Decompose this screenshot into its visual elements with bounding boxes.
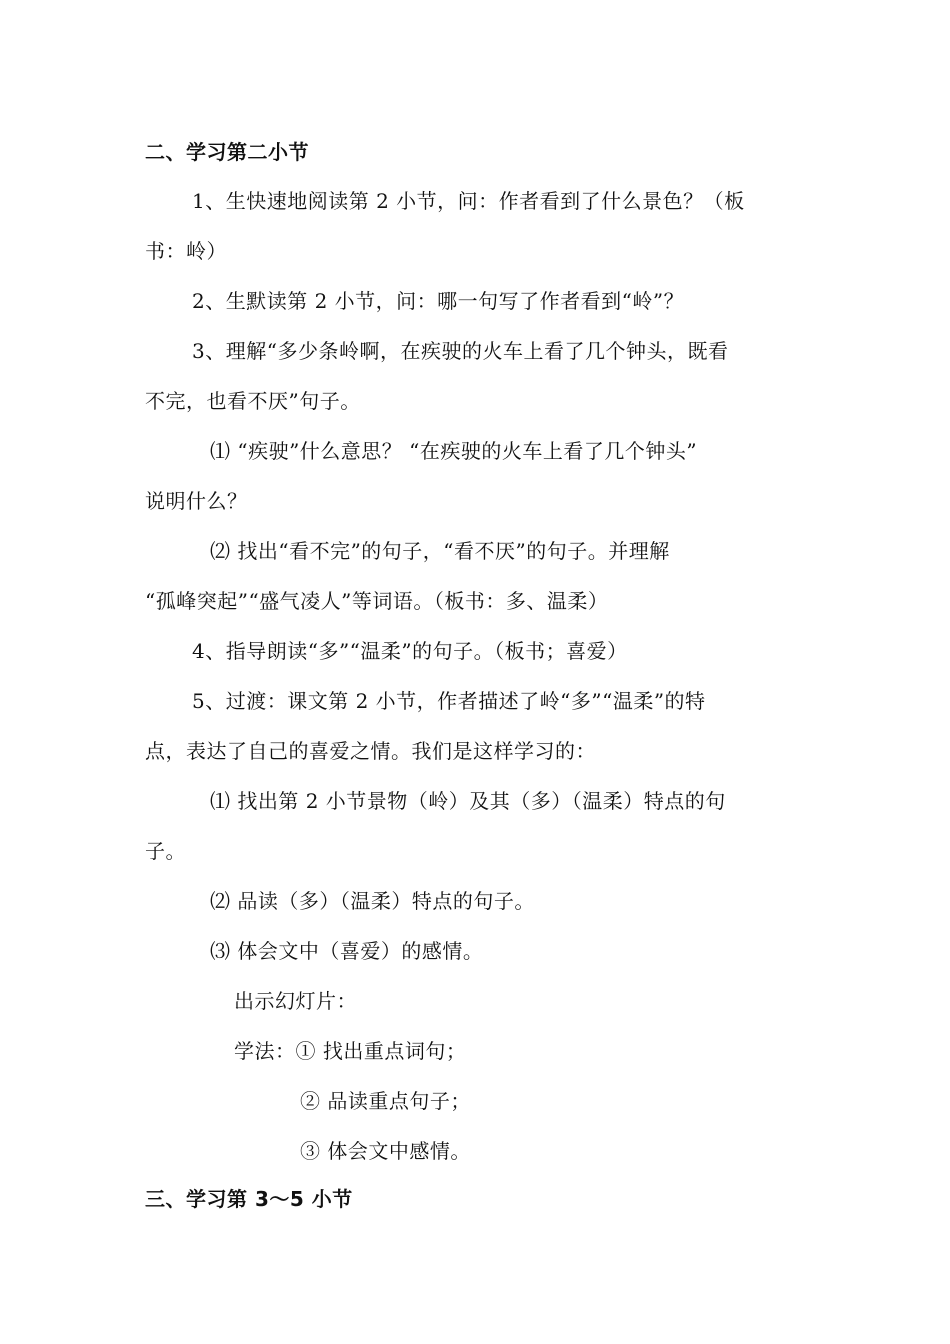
paragraph-line-7: 说明什么？ [145, 489, 248, 513]
section-heading-2: 二、学习第二小节 [145, 140, 309, 164]
paragraph-line-17: 出示幻灯片： [234, 989, 357, 1013]
paragraph-line-13: ⑴ 找出第 2 小节景物（岭）及其（多）（温柔）特点的句 [210, 789, 726, 813]
section-heading-3: 三、学习第 3～5 小节 [145, 1187, 353, 1211]
paragraph-line-11: 5、过渡：课文第 2 小节，作者描述了岭“多”“温柔”的特 [192, 689, 706, 713]
paragraph-line-1: 1、生快速地阅读第 2 小节，问：作者看到了什么景色？（板 [192, 189, 745, 213]
paragraph-line-20: ③ 体会文中感情。 [300, 1139, 471, 1163]
paragraph-line-8: ⑵ 找出“看不完”的句子，“看不厌”的句子。并理解 [210, 539, 670, 563]
paragraph-line-16: ⑶ 体会文中（喜爱）的感情。 [210, 939, 484, 963]
paragraph-line-9: “孤峰突起”“盛气凌人”等词语。（板书：多、温柔） [145, 589, 609, 613]
paragraph-line-2: 书：岭） [145, 239, 227, 263]
paragraph-line-6: ⑴ “疾驶”什么意思？ “在疾驶的火车上看了几个钟头” [210, 439, 698, 463]
paragraph-line-12: 点，表达了自己的喜爱之情。我们是这样学习的： [145, 739, 596, 763]
paragraph-line-14: 子。 [145, 839, 186, 863]
paragraph-line-10: 4、指导朗读“多”“温柔”的句子。（板书；喜爱） [192, 639, 628, 663]
paragraph-line-4: 3、理解“多少条岭啊，在疾驶的火车上看了几个钟头，既看 [192, 339, 729, 363]
paragraph-line-5: 不完，也看不厌”句子。 [145, 389, 361, 413]
paragraph-line-3: 2、生默读第 2 小节，问：哪一句写了作者看到“岭”？ [192, 289, 685, 313]
paragraph-line-18: 学法：① 找出重点词句； [234, 1039, 467, 1063]
paragraph-line-19: ② 品读重点句子； [300, 1089, 471, 1113]
paragraph-line-15: ⑵ 品读（多）（温柔）特点的句子。 [210, 889, 535, 913]
